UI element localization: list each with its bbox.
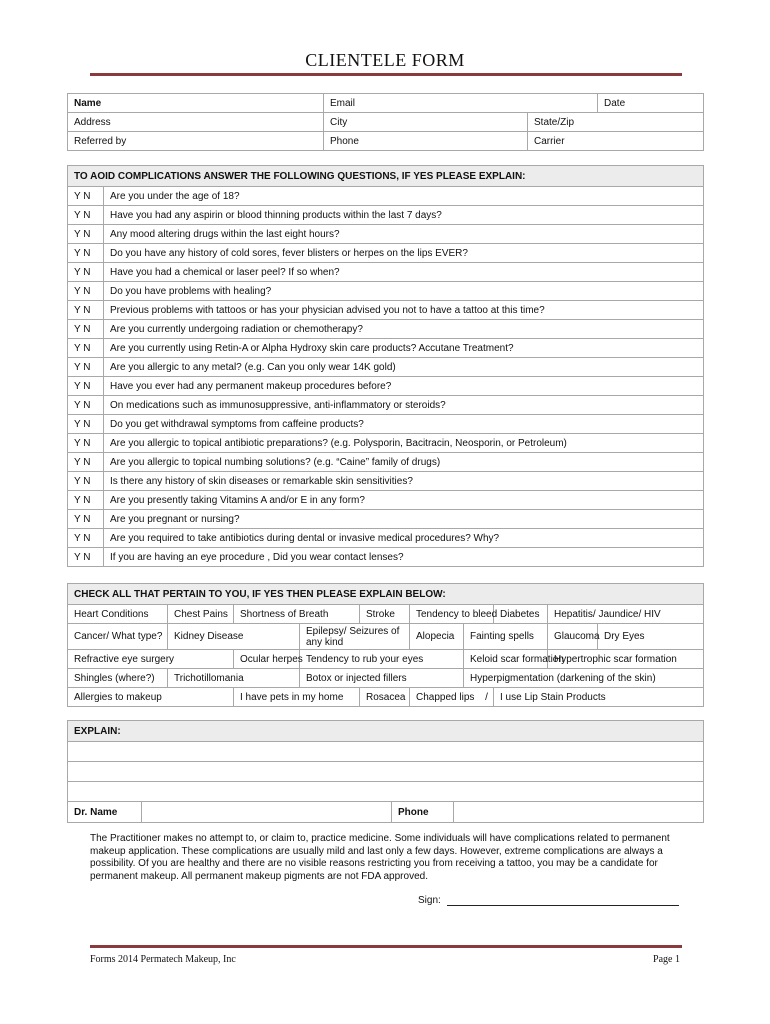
condition-hepatitis[interactable]: Hepatitis/ Jaundice/ HIV: [548, 605, 704, 624]
question-text: Are you pregnant or nursing?: [104, 510, 704, 529]
condition-ocular-herpes[interactable]: Ocular herpes: [234, 650, 300, 669]
question-text: If you are having an eye procedure , Did you wear contact lenses?: [104, 548, 704, 567]
address-field[interactable]: Address: [68, 113, 324, 132]
condition-fainting[interactable]: Fainting spells: [464, 624, 548, 650]
condition-trichotillomania[interactable]: Trichotillomania: [168, 669, 300, 688]
chapped-lips-label: Chapped lips: [416, 691, 475, 703]
condition-alopecia[interactable]: Alopecia: [410, 624, 464, 650]
question-text: Are you allergic to any metal? (e.g. Can you only wear 14K gold): [104, 358, 704, 377]
referred-by-field[interactable]: Referred by: [68, 132, 324, 151]
question-text: Are you allergic to topical antibiotic preparations? (e.g. Polysporin, Bacitracin, Neosporin, or Petroleum): [104, 434, 704, 453]
phone-field[interactable]: Phone: [324, 132, 528, 151]
dr-name-label: Dr. Name: [68, 802, 142, 823]
yes-no-answer[interactable]: Y N: [68, 510, 104, 529]
dr-name-field[interactable]: [142, 802, 392, 823]
state-zip-field[interactable]: State/Zip: [528, 113, 704, 132]
footer-page: Page 1: [653, 954, 680, 965]
question-row: [68, 225, 704, 244]
yes-no-answer[interactable]: Y N: [68, 415, 104, 434]
condition-rub-eyes[interactable]: Tendency to rub your eyes: [300, 650, 464, 669]
condition-shingles[interactable]: Shingles (where?): [68, 669, 168, 688]
signature-line[interactable]: [447, 895, 679, 906]
question-row: [68, 377, 704, 396]
separator-slash: /: [485, 691, 488, 703]
question-text: Do you get withdrawal symptoms from caffeine products?: [104, 415, 704, 434]
condition-diabetes[interactable]: Diabetes: [494, 605, 548, 624]
question-text: Any mood altering drugs within the last eight hours?: [104, 225, 704, 244]
dr-phone-field[interactable]: [454, 802, 704, 823]
condition-allergies-makeup[interactable]: Allergies to makeup: [68, 688, 234, 707]
explain-line-2[interactable]: [68, 762, 704, 782]
condition-refractive[interactable]: Refractive eye surgery: [68, 650, 234, 669]
question-row: [68, 472, 704, 491]
condition-shortness-breath[interactable]: Shortness of Breath: [234, 605, 360, 624]
condition-cancer[interactable]: Cancer/ What type?: [68, 624, 168, 650]
footer-left: Forms 2014 Permatech Makeup, Inc: [90, 954, 236, 965]
footer-rule: [90, 945, 682, 948]
question-text: Have you ever had any permanent makeup procedures before?: [104, 377, 704, 396]
question-row: [68, 396, 704, 415]
question-text: Is there any history of skin diseases or remarkable skin sensitivities?: [104, 472, 704, 491]
date-field[interactable]: Date: [598, 94, 704, 113]
condition-epilepsy[interactable]: Epilepsy/ Seizures of any kind: [300, 624, 410, 650]
explain-table: [67, 720, 704, 823]
question-text: Are you presently taking Vitamins A and/or E in any form?: [104, 491, 704, 510]
question-row: [68, 206, 704, 225]
condition-glaucoma[interactable]: Glaucoma: [548, 624, 598, 650]
question-row: [68, 301, 704, 320]
question-text: Are you allergic to topical numbing solutions? (e.g. “Caine” family of drugs): [104, 453, 704, 472]
explain-header: EXPLAIN:: [68, 721, 704, 742]
question-row: [68, 510, 704, 529]
name-field[interactable]: Name: [68, 94, 324, 113]
question-row: [68, 434, 704, 453]
condition-bleed[interactable]: Tendency to bleed: [410, 605, 494, 624]
question-text: Do you have any history of cold sores, fever blisters or herpes on the lips EVER?: [104, 244, 704, 263]
yes-no-answer[interactable]: Y N: [68, 244, 104, 263]
yes-no-answer[interactable]: Y N: [68, 434, 104, 453]
question-text: Previous problems with tattoos or has your physician advised you not to have a tattoo at this time?: [104, 301, 704, 320]
condition-keloid[interactable]: Keloid scar formation: [464, 650, 548, 669]
question-row: [68, 263, 704, 282]
yes-no-answer[interactable]: Y N: [68, 282, 104, 301]
question-row: [68, 339, 704, 358]
title-rule: [90, 73, 682, 76]
condition-rosacea[interactable]: Rosacea: [360, 688, 410, 707]
explain-line-3[interactable]: [68, 782, 704, 802]
yes-no-answer[interactable]: Y N: [68, 548, 104, 567]
yes-no-answer[interactable]: Y N: [68, 301, 104, 320]
yes-no-answer[interactable]: Y N: [68, 529, 104, 548]
disclaimer-text: The Practitioner makes no attempt to, or claim to, practice medicine. Some individuals will have complications related to permanent makeup application. These complications are usually mild and last only a few days. However, extreme complications are always a possibility. Of you are healthy and there are no visible reasons restricting you from receiving a tattoo, you may be a candidate for permanent makeup. All permanent makeup pigments are not FDA approved.: [90, 833, 670, 882]
condition-botox[interactable]: Botox or injected fillers: [300, 669, 464, 688]
condition-chapped-lips[interactable]: [410, 688, 494, 707]
yes-no-answer[interactable]: Y N: [68, 225, 104, 244]
yes-no-answer[interactable]: Y N: [68, 358, 104, 377]
condition-dry-eyes[interactable]: Dry Eyes: [598, 624, 704, 650]
condition-hypertrophic[interactable]: Hypertrophic scar formation: [548, 650, 704, 669]
question-row: [68, 453, 704, 472]
question-row: [68, 529, 704, 548]
question-text: Do you have problems with healing?: [104, 282, 704, 301]
question-text: Have you had any aspirin or blood thinning products within the last 7 days?: [104, 206, 704, 225]
conditions-header: CHECK ALL THAT PERTAIN TO YOU, IF YES THEN PLEASE EXPLAIN BELOW:: [68, 584, 704, 605]
yes-no-answer[interactable]: Y N: [68, 453, 104, 472]
question-text: Are you currently undergoing radiation or chemotherapy?: [104, 320, 704, 339]
question-text: Have you had a chemical or laser peel? If so when?: [104, 263, 704, 282]
condition-stroke[interactable]: Stroke: [360, 605, 410, 624]
question-row: [68, 244, 704, 263]
condition-kidney[interactable]: Kidney Disease: [168, 624, 300, 650]
form-title: CLIENTELE FORM: [305, 50, 465, 70]
yes-no-answer[interactable]: Y N: [68, 339, 104, 358]
yes-no-answer[interactable]: Y N: [68, 263, 104, 282]
question-row: [68, 548, 704, 567]
question-row: [68, 187, 704, 206]
condition-heart[interactable]: Heart Conditions: [68, 605, 168, 624]
signature-area: [418, 895, 679, 906]
question-row: [68, 491, 704, 510]
condition-hyperpigmentation[interactable]: Hyperpigmentation (darkening of the skin): [464, 669, 704, 688]
contact-table: [67, 93, 704, 151]
dr-phone-label: Phone: [392, 802, 454, 823]
yes-no-answer[interactable]: Y N: [68, 206, 104, 225]
yes-no-answer[interactable]: Y N: [68, 472, 104, 491]
yes-no-answer[interactable]: Y N: [68, 396, 104, 415]
questions-table: [67, 165, 704, 567]
city-field[interactable]: City: [324, 113, 528, 132]
yes-no-answer[interactable]: Y N: [68, 320, 104, 339]
question-row: [68, 358, 704, 377]
explain-line-1[interactable]: [68, 742, 704, 762]
carrier-field[interactable]: Carrier: [528, 132, 704, 151]
condition-chest-pains[interactable]: Chest Pains: [168, 605, 234, 624]
yes-no-answer[interactable]: Y N: [68, 187, 104, 206]
question-text: On medications such as immunosuppressive, anti-inflammatory or steroids?: [104, 396, 704, 415]
question-text: Are you required to take antibiotics during dental or invasive medical procedures? Why?: [104, 529, 704, 548]
conditions-table: [67, 583, 704, 707]
yes-no-answer[interactable]: Y N: [68, 491, 104, 510]
question-text: Are you under the age of 18?: [104, 187, 704, 206]
sign-label: Sign:: [418, 895, 441, 906]
condition-pets[interactable]: I have pets in my home: [234, 688, 360, 707]
question-row: [68, 282, 704, 301]
questions-header: TO AOID COMPLICATIONS ANSWER THE FOLLOWING QUESTIONS, IF YES PLEASE EXPLAIN:: [68, 166, 704, 187]
question-row: [68, 320, 704, 339]
condition-lip-stain[interactable]: I use Lip Stain Products: [494, 688, 704, 707]
question-text: Are you currently using Retin-A or Alpha Hydroxy skin care products? Accutane Treatment?: [104, 339, 704, 358]
email-field[interactable]: Email: [324, 94, 598, 113]
yes-no-answer[interactable]: Y N: [68, 377, 104, 396]
question-row: [68, 415, 704, 434]
